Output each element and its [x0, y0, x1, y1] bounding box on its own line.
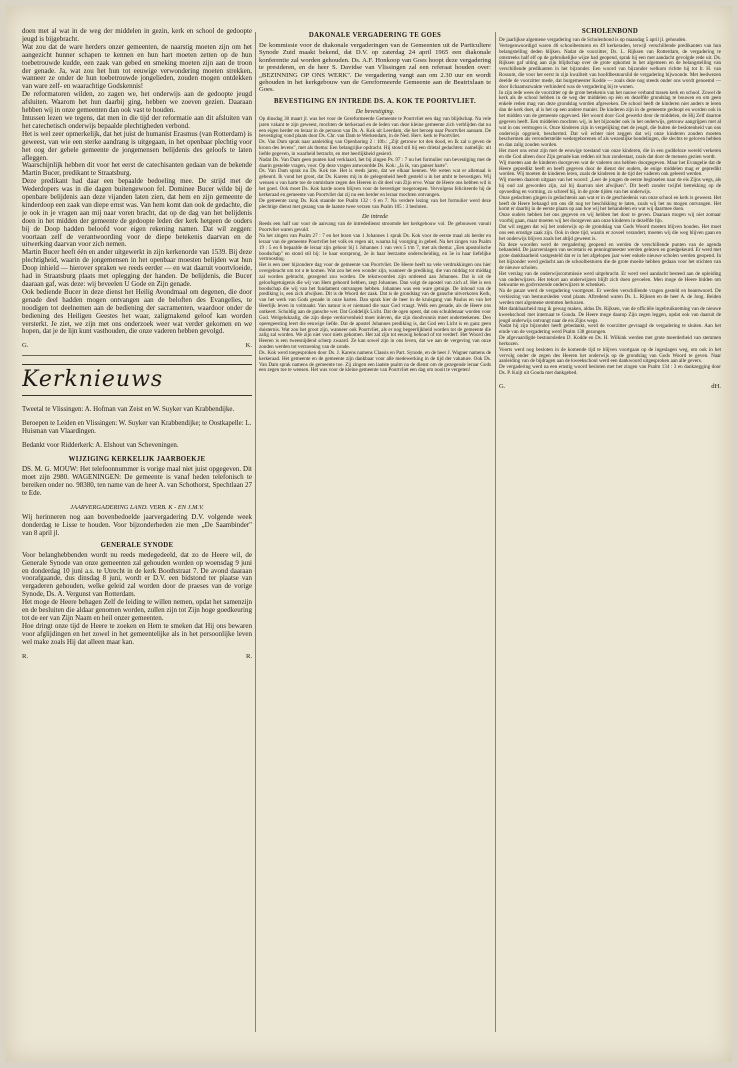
synode-heading: GENERALE SYNODE — [100, 541, 174, 549]
paragraph: De vergadering werd na een ernstig woord besloten met het zingen van Psalm 134 : 3 en dankzegging door Ds. P. Kuijt uit Gouda met dankgebed. — [499, 364, 721, 377]
notice-item: Bedankt voor Ridderkerk: A. Elshout van Scheveningen. — [22, 442, 179, 450]
paragraph: Na het zingen van Psalm 27 : 7 en het lezen van 1 Johannes 1 sprak Ds. Kok voor de eerste maal als herder en leraar van de gemeente Poortvliet het volk en regen uit, waarna hij voorging in gebed. Na het zingen van Psalm 19 : 5 en 6 bepaalde de leraar zijn gehoor bij 1 Johannes 1 van vers 5 t/m 7, met als thema: „Een apostolische boodschap" en stond stil bij: 1e haar oorsprong, 2e in haar leerzame onderscheiding, en 3e in haar liefelijke vertroosting. — [259, 233, 491, 263]
paragraph: Ook bediende Bucer in deze dienst het Heilig Avondmaal om degenen, die door genade deel hadden mogen ontvangen aan de beloften des Evangelies, te noodigen tot deelnemen aan de bediening der sacramenten, waardoor onder de bediening des Heiligen Geestes het waar, zaligmakend geloof kan worden versterkt. Je ziet, we zijn met ons onderzoek weer wat verder gekomen en we hopen, dat je de lijn kunt vasthouden, die onze vaderen hebben gevolgd. — [22, 287, 252, 336]
paragraph: Het is wel zeer opmerkelijk, dat het juist de humanist Erasmus (van Rotterdam) is geweest, van wie een sterke aandrang is uitgegaan, in het openbaar plechtig voor het oog der gehele gemeente de jongemensen belijdenis des geloofs te laten afleggen. — [22, 129, 252, 162]
paragraph: Ds. Van Dam sprak naar aanleiding van Openbaring 2 : 10b.: „Zijt getrouw tot den dood, en Ik zal u geven de kroon des levens", met als thema: Een belangrijke opdracht. Hij stond stil bij een drietal gedachten: namelijk: uit liefde gegeven, in waarheid betracht, en met heerlijkheid gesierd. — [259, 139, 491, 157]
paragraph: De gemeente zong Ds. Kok staande toe Psalm 132 : 6 en 7. Na verdere lezing van het formulier werd deze plechtige dienst met gezang van de laatste twee verzen van Psalm 105 : 3 besloten. — [259, 197, 491, 210]
paragraph: Nadat Ds. Van Dam geen punten had verklaard, het bij zingen Ps. 97 : 7 nu het formulier van bevestiging met de daarin gestelde vragen, voor. Op deze vragen antwoordde Ds. Kok: „Ja ik, van ganser harte". — [259, 156, 491, 169]
paragraph: Na deze woorden werd de vergadering geopend en werden de verschillende punten van de agenda behandeld. De jaarverslagen van secretaris en penningmeester werden gelezen en goedgekeurd. Er werd met grote dankbaarheid vastgesteld dat er in het afgelopen jaar weer enkele nieuwe scholen werden geopend. In het bijzonder werd gedacht aan de schoolbesturen die de grote moeite hebben gedaan voor het stichten van de nieuwe scholen. — [499, 241, 721, 271]
paragraph: Dat wil zeggen dat wij het onderwijs op de grondslag van Gods Woord moeten blijven houden. Het moet ons een ernstige zaak zijn. Ook in deze tijd, waarin er zoveel verandert, moeten wij die weg blijven gaan en het onderwijs blijven zoals het altijd geweest is. — [499, 224, 721, 242]
paragraph: Ds. Kok werd toegesproken door Ds. J. Karens namens Classis en Part. Synode, en de heer J. Wagner namens de kerkeraad. Het gemeente en de gemeente zijn dankbaar voor alle medewerking in de tijd der vakature. Ook Ds. Van Dam sprak namens de gemeente toe. Zij zingen een laatste psalm na de dienst om de gezegende leraar Gods een zegen toe te wensen. Het was voor de kleine gemeente van Poortvliet een dag om nooit te vergeten! — [259, 349, 491, 374]
paragraph: Onze gedachten gingen in gedachtenis aan wat er in de geschiedenis van onze school en kerk is geweest. Het heeft de Heere behaagd om ons dit nog ter beschikking te laten, zoals wij het nu mogen ontvangen. Het komt er daarbij in de eerste plaats op aan hoe wij het behandelen en wat wij daarmee doen. — [499, 194, 721, 213]
jaarvergadering-heading: JAARVERGADERING LAND. VERB. K - EN J.M.V. — [70, 503, 204, 511]
bevestiging-subheading: De bevestiging. — [355, 107, 395, 115]
paragraph: Wij moeten aan de kinderen doorgeven wat de vaderen ons hebben doorgegeven. Maar het Evangelie dat de Heere gepredikt heeft en heeft gegeven door de dienst der ouders, de enige middelen mag er gepredikt worden. Wij moeten de kinderen leren, zoals de kinderen in de tijd der vaderen ook geleerd werden. — [499, 159, 721, 178]
paragraph: Wat zou dat de ware herders onzer gemeenten, de naarstig moeten zijn om het aangezicht hunner schapen te kennen en hun hart moeten zetten op de hun toebetrouwde kudde, een zaak van gebed en smeking moeten zijn aan de troon der genade. Ja, wat zou het hun tot eeuwige verwondering moeten strekken, wanneer ze onder de hun toebetrouwde jongelieden, zouden mogen ontdekken van ware zelf- en waarachtige Godskennis! — [22, 42, 252, 91]
paragraph: Het moet ons ernst zijn met de eeuwige toestand van onze kinderen, die in een goddeloze wereld verkeren en die God alleen door Zijn genade kan redden uit hun zondestaat, zoals dat door de mensen gezien wordt. — [499, 148, 721, 160]
scholenbond-body — [499, 38, 721, 377]
scholenbond-heading: SCHOLENBOND — [581, 28, 639, 35]
column-right — [499, 28, 721, 1038]
paragraph: Na de pauze werd de vergadering voortgezet. Er werden verschillende vragen gesteld en beantwoord. De verkiezing van bestuursleden vond plaats. Aftredend waren Ds. L. Rijksen en de heer A. de Jong. Beiden werden met algemene stemmen herkozen. — [499, 288, 721, 306]
paragraph: Waarschijnlijk hebben dit voor het eerst de catechisanten gedaan van de bekende Martin Bucer, predikant te Straatsburg. — [22, 161, 252, 178]
notice-item: Beroepen te Leiden en Vlissingen: W. Suyker van Krabbendijke; te Oostkapelle: L. Huisman van Vlaardingen. — [22, 420, 252, 436]
signature-left: G. — [499, 382, 506, 390]
kerknieuws-masthead — [22, 364, 252, 396]
diakonale-intro: De kommissie voor de diakonale vergaderingen van de Gemeenten uit de Particuliere Synode Zuid maakt bekend, dat D.V. op zaterdag 24 april 1965 een diakonale konferentie zal worden gehouden. Ds. A.F. Honkoop van Goes hoopt deze vergadering te presideren, en de heer S. Davidse van Vlissingen zal een referaat houden over: „BEZINNING OP ONS WERK". De vergadering vangt aan om 2.30 uur en wordt gehouden in het kerkgebouw van de Gereformeerde Gemeente aan de Beatrixlaan te Goes. — [259, 42, 491, 94]
signature-right: dH. — [711, 382, 721, 390]
scholenbond-signature — [499, 383, 721, 390]
paragraph: De afgevaardigde bestuursleden D. Kodde en Ds. H. Wilkink werden met grote meerderheid van stemmen herkozen. — [499, 335, 721, 347]
intrede-subheading: De intrede — [361, 213, 389, 221]
divider — [22, 355, 252, 356]
paragraph: Het is een zeer bijzondere dag voor de gemeente van Poortvliet. De Heere heeft na vele verdrukkingen ons hier overgebracht om tot u te komen. Wat zou het een wonder zijn, wanneer de prediking, die van middag tot middag zal worden gebracht, gezegend zou worden. De tekstwoorden zijn ontleend aan Johannes. Dat is uit de geloofsgetuigenis die wij van Hem gehoord hebben, zegt Johannes. Dan volgt de apostel van zich af. Het is een boodschap die wij van het fundament ontvangen hebben. Johannes was een ware getuige. De inhoud van de prediking is, een zich afwijken. Dit is de Woord der zaak. Dat is de grondslag van de gansche uitverkoren Kerk, van het werk van Gods genade in onze harten. Dan sprak hier de heer in de kruisgang van Paulus en van het Heerlijk leven in volmaakt. Van natuur is er niemand die naar God vraagt. Welk een genade, als de Heere ons ontkeert. Schuldig aan de gansche wet. Dat Goddelijk Licht. Dat de ogen opent, dat ons schuldenaar worden voor God. Welgelukzalig, die zijn diepe verdorvenheid moet inleven, die zijn doodvonnis moet onderteekenen. Deo operegeesting leert die eeuwige liefde. Dat de apostel Johannes prediking is, dat God een Licht is en ganz geen duisternis. Wat zou het groot zijn, wanneer ook Poortvliet, als er nog begeerlijkheid worden tot de gemeente die zalig zal worden. We zijn niet voor niets gekomen. Het zal zijn tot eeuwig behoud of tot verderf. Het Woord des Heeren is een tweesnijdend scherp zwaard. Ze kan sowel zijn in ons leven, dat we aan de vergeving van onze zonden werden tot verzoening van de zonde. — [259, 262, 491, 351]
paragraph: Het verslag van de onderwijscommissie werd uitgebracht. Er werd veel aandacht besteed aan de opleiding van onderwijzers. Het tekort aan onderwijzers blijft zich doen gevoelen. Men moge de Heere bidden om bekwame en godvrezende onderwijzers te schenken. — [499, 270, 721, 289]
intrede-body — [259, 222, 491, 374]
jaarboekje-heading: WIJZIGING KERKELIJK JAARBOEKJE — [68, 456, 206, 464]
paragraph: Voorts werd nog besloten in de komende tijd te blijven voortgaan op de ingeslagen weg, om ook in het vervolg onder de zegen des Heeren het onderwijs op de grondslag van Gods Woord te geven. Naar aanleiding van de bijdragen aan de kweekschool werd een dankwoord uitgesproken aan alle gevers. — [499, 346, 721, 365]
article-signature — [22, 342, 252, 349]
paragraph: Nadat hij zijn bijzonder heeft gebedankt, werd de voorzitter gevraagd de vergadering te sluiten. Aan het einde van de vergadering werd Psalm 138 gezongen. — [499, 323, 721, 336]
jaarvergadering-text: Wij herinneren nog aan bovenbedoelde jaarvergadering D.V. volgende week donderdag te Lisse te houden. Voor bijzonderheden zie men „De Saambinder" van 8 april jl. — [22, 512, 252, 537]
paragraph: Op dinsdag 30 maart jl. was het voor de Gereformeerde Gemeente te Poortvliet een dag van blijdschap. Na vele jaren vakant te zijn geweest, mochten de kerkeraad en de leden van deze kleine gemeente zich verblijden dat nu een eigen herder en leraar in de persoon van Ds. A. Kok uit Leerdam, die het beroep naar Poortvliet aannam. De bevestiging vond plaats door Ds. Chr. van Dam te Werkendam, in de Ned. Herv. kerk te Poortvliet. — [259, 115, 491, 140]
paragraph: Hoe dringt onze tijd de Heere te zoeken en Hem te smeken dat Hij ons bewaren voor afglijdingen en het zowel in het gemeentelijke als in het persoonlijke leven wel make zoals Hij dat alleen maar kan. — [22, 621, 252, 646]
signature-left: R. — [22, 652, 29, 660]
synode-signature — [22, 653, 252, 660]
column-rule — [495, 32, 496, 1032]
diakonale-heading: DAKONALE VERGADERING TE GOES — [308, 32, 442, 39]
column-rule — [255, 32, 256, 1032]
paragraph: In zijn rede wees de voorzitter op de grote betekenis van het nauwe verband tussen kerk en school. Zowel de kerk als de school hebben in de weg der middelen op één en dezelfde grondslag te bouwen en om geen enkele reden mag van deze grondslag worden afgeweken. De school heeft de kinderen niet anders te leren dan de kerk doet, al is het op een andere manier. De kinderen zijn in de gemeente gedoopt en worden ook in het midden van de gemeente opgevoed. Het woord door God gewerkt door de middelen, de Hij Zelf daartoe gegeven heeft. Een middelen mochten wij, in het bijzonder ook in het onderwijs, getrouw aangrijpen met al wat in ons vermogen is. Onze kinderen zijn in vergelijking met de jeugd, die buiten de beslotenheid van ons onderwijs opgroeit, beschermd. Dat wil echter niet zeggen dat wij onze kinderen zouden moeten beschermen als veronderstelde wedergeborenen of als wezenlijke bondelingen, die slechts te geloven hebben en dan zalig zouden worden. — [499, 89, 721, 149]
paragraph: Martin Bucer heeft één en ander uitgewerkt in zijn kerkenorde van 1539. Bij deze plechtigheid, waarin de jongemensen in het openbaar moesten belijden wat hun Doop inhield — hierover spraken we reeds eerder — en wat daaruit voortvloeide, had in Straatsburg plaats met oplegging der handen. De belijdenis, die Bucer daaraan gaf, was deze: wij beveelen U Gode en Zijn genade. — [22, 248, 252, 288]
paragraph: Reeds een half uur voor de aanvang van de intrededienst stroomde het kerkgebouw vol. De gebouwen vanuit Poortvliet waren gevuld. — [259, 221, 491, 234]
newspaper-page — [6, 6, 732, 1062]
paragraph: De reformatoren wilden, zo zagen we, het onderwijs aan de gedoopte jeugd afsluiten. Waarom het hun daarbij ging, hebben we zoeven gezien. Daaraan hebben wij in onze gemeenten dan ook vast te houden. — [22, 90, 252, 115]
signature-left: G. — [22, 342, 29, 350]
paragraph: Intussen lezen we tegens, dat men in die tijd der reformatie aan dit afsluiten van het catechetisch onderwijs bepaalde plechtigheden verbond. — [22, 113, 252, 130]
paragraph: doen met al wat in de weg der middelen in gezin, kerk en school de gedoopte jeugd is bijgebracht. — [22, 28, 252, 43]
article-body — [22, 28, 252, 336]
signature-right: R. — [245, 652, 252, 660]
jaarboekje-text: DS. M. G. MOUW: Het telefoonnummer is vorige maal niet juist opgegeven. Dit moet zijn 2980. WAGENINGEN: De gemeente is vanaf heden telefonisch te bereiken onder no. 98380, ten name van de heer A. van Schothorst, Spechtlaan 27 te Ede. — [22, 465, 252, 498]
paragraph: Onze ouders hebben het ons gegeven en wij hebben het door te geven. Daaraan mogen wij niet zomaar voorbij gaan, maar moeten wij het doorgeven aan onze kinderen in dezelfde lijn. — [499, 212, 721, 225]
notice-item: Tweetal te Vlissingen: A. Hofman van Zeist en W. Suyker van Krabbendijke. — [22, 406, 235, 414]
bevestiging-heading: BEVESTIGING EN INTREDE DS. A. KOK TE POORTVLIET. — [273, 97, 476, 105]
church-notices — [22, 406, 252, 450]
paragraph: Ds. Van Dam sprak nu Ds. Kok toe. Het is reeds jaren, dat we elkaar kennen. We weten wat er allemaal is gebeurd. Ik vond het groot, dat Ds. Karens mij in de gelegenheid heeft gesteld u in het ambt te bevestigen. Wij wensen u van harte toe de onmisbare zegen des Heeren in dit deel van Zijn erve. Waar de Heere ons hebben wil is het goed. Ook moet Ds. Kok harde ooren blijven voor de bevestiger toegeroepen. Vervolgens feliciteerde hij de kerkeraad en gemeente van Poortvliet dat zij nu een herder en leraar mochten ontvangen. — [259, 168, 491, 198]
masthead-title: Kerknieuws — [22, 367, 164, 393]
paragraph: Vertegenwoordigd waren 46 schoolbesturen en 49 kerkeraden, terwijl verschillende predikanten van hun belangstelling deden blijken. Nadat de voorzitter, Ds. L. Rijksen van Rotterdam, de vergadering te omstreeks half elf op de gebruikelijke wijze had geopend, sprak hij een met aandacht gevolgde rede uit. Ds. Rijksen gaf uiting aan zijn blijdschap over de grote opkomst in het algemeen en de belangstelling van verschillende predikanten in het bijzonder. Een woord van bijzonder welkom richtte hij tot Ir. H. van Rossum, die voor het eerst in zijn kwaliteit van hoofdbestuurslid de vergadering bijwoonde. Met leedwezen deelde de voorzitter mede, dat burgemeester Kodde — zoals deze nog steeds onder ons wordt genoemd — door lichaamszwakte verhinderd was de vergadering bij te wonen. — [499, 42, 721, 90]
column-left — [22, 28, 252, 1038]
paragraph: De jaarlijkse algemene vergadering van de Scholenbond is op maandag 5 april jl. gehouden. — [499, 37, 687, 43]
paragraph: Deze predikant had daar een bepaalde bedoeling mee. De strijd met de Wederdopers was in die dagen buitengewoon fel. Dominee Bucer wilde bij de openbare belijdenis aan deze vijanden laten zien, dat hem en zijn gemeente de kinderdoop een zaak van diepe ernst was. Van hem komt dan ook de gedachte, die je ook in je vragen aan mij naar voren bracht, dat op de dag van het belijdenis doen in het midden der gemeente de gedoopte leden der kerk hetgeen de ouders bij de Doop hadden beloofd voor eigen rekening namen. Dat wil zeggen: voortaan zelf de verantwoording voor de diepe betekenis daarvan en de uitwerking daarvan voor zich nemen. — [22, 177, 252, 249]
paragraph: Voor belanghebbenden wordt nu reeds medegedeeld, dat zo de Heere wil, de Generale Synode van onze gemeenten zal gehouden worden op woensdag 9 juni en donderdag 10 juni a.s. te Utrecht in de kerk Boothstraat 7. De avond daaraan voorafgaande, dus dinsdag 8 juni, wordt er D.V. een bidstond ter plaatse van vergaderen gehouden, welke geleid zal worden door de praeses van de vorige Synode, Ds. A. Vergunst van Rotterdam. — [22, 550, 252, 599]
paragraph: Met dankbaarheid mag ik gewag maken, aldus Ds. Rijksen, van de officiële ingebruikneming van de nieuwe kweekschool met internaat te Gouda. De Heere moge daarop Zijn zegen leggen, opdat ook van daaruit de jeugd onderwijs ontvangt naar de eis Zijns wegs. — [499, 305, 721, 324]
paragraph: Het moge de Heere behagen Zelf de leiding te willen nemen, opdat het samenzijn en de besluiten die aldaar genomen worden, zullen zijn tot Zijn hoge goedkeuring tot de eer van Zijn Naam en heil onzer gemeenten. — [22, 598, 252, 622]
signature-right: K. — [245, 342, 252, 350]
column-middle — [259, 28, 491, 1038]
synode-body — [22, 552, 252, 647]
paragraph: Wij moeten daarom uitgaan van het woord: „Leer de jongen de eerste beginselen naar de eis Zijns wegs, als hij oud zal geworden zijn, zal hij daarvan niet afwijken". Dit heeft zonder twijfel betrekking op de opvoeding en vorming, zo schreef hij, in de grote tijden van het onderwijs. — [499, 177, 721, 195]
bevestiging-body — [259, 117, 491, 211]
